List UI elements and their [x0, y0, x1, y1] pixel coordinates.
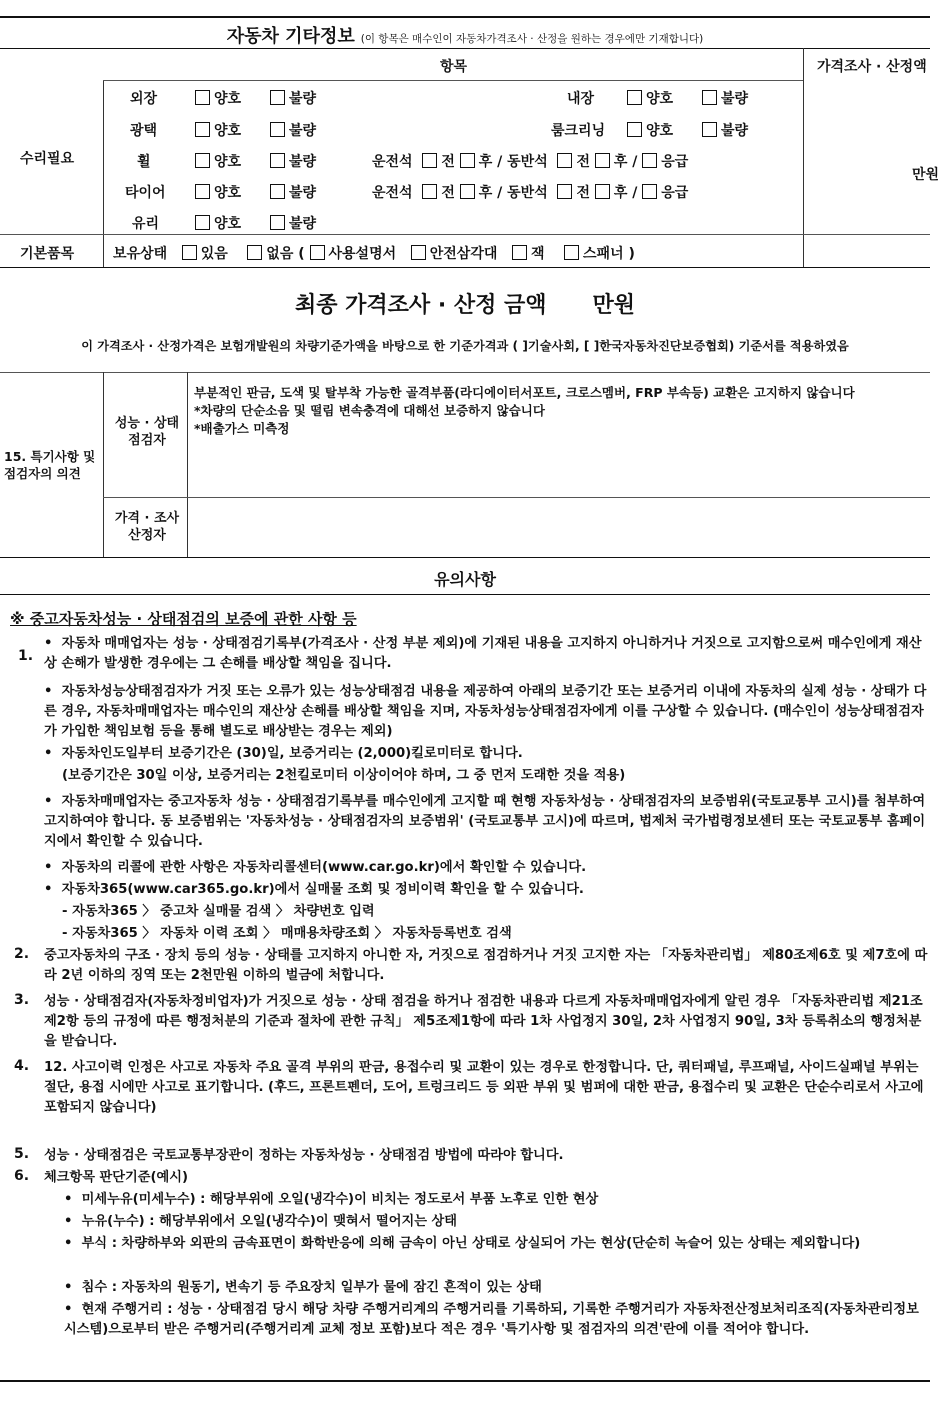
checkbox[interactable] [270, 184, 285, 199]
checkbox[interactable] [642, 153, 657, 168]
checkbox[interactable] [627, 90, 642, 105]
checkbox[interactable] [411, 245, 426, 260]
col-line [187, 372, 188, 557]
row-room-cleaning: 룸크리닝 [551, 123, 606, 139]
row-line [103, 497, 930, 498]
note-2: 중고자동차의 구조 · 장치 등의 성능 · 상태를 고지하지 아니한 자, 거짓으로 점검하거나 거짓 고지한 자는 「자동차관리법」 제80조제6호 및 제7호에 따라 2년 이하의 징역 또는 2천만원 이하의 벌금에 처합니다. [44, 948, 928, 983]
title-note: (이 항목은 매수인이 자동차가격조사 · 산정을 원하는 경우에만 기재합니다) [360, 33, 704, 45]
checkbox[interactable] [564, 245, 579, 260]
special-line: *배출가스 미측정 [194, 421, 290, 436]
checkbox[interactable] [422, 184, 437, 199]
row-line [0, 234, 930, 235]
exterior-bad[interactable]: 불량 [270, 88, 316, 108]
bottom-rule [0, 1380, 930, 1382]
checkbox[interactable] [270, 153, 285, 168]
gloss-bad[interactable]: 불량 [270, 120, 316, 140]
row-line [0, 594, 930, 595]
checkbox[interactable] [642, 184, 657, 199]
checkbox[interactable] [270, 215, 285, 230]
special-line: 부분적인 판금, 도색 및 탈부착 가능한 골격부품(라디에이터서포트, 크로스멤버, FRP 부속등) 교환은 고지하지 않습니다 [194, 385, 855, 400]
tire-bad[interactable]: 불량 [270, 182, 316, 202]
notes-heading: ※ 중고자동차성능 · 상태점검의 보증에 관한 사항 등 [10, 610, 357, 628]
checkbox[interactable] [247, 245, 262, 260]
inspector-label: 성능 · 상태 점검자 [114, 416, 180, 448]
note-number: 4. [14, 1058, 30, 1074]
checkbox[interactable] [557, 153, 572, 168]
gloss-good[interactable]: 양호 [195, 120, 241, 140]
note-number: 1. [18, 648, 34, 664]
section-title [0, 22, 930, 48]
table-top-rule [0, 48, 930, 49]
glass-bad[interactable]: 불량 [270, 213, 316, 233]
checkbox[interactable] [460, 184, 475, 199]
note-number: 5. [14, 1146, 30, 1162]
document-page: 자동차 기타정보 (이 항목은 매수인이 자동차가격조사 · 산정을 원하는 경우에만 기재합니다) 항목 가격조사 · 산정액 만원 수리필요 기본품목 외장 광택 휠 타이어 유리 양호 불량 양호 불량 양호 불량 양호 불량 양호 불량 내장 룸크리닝 양호 불량 양호 불량 운전석 전 후 / 동반석 전 후 / 응급 운전석 전 후 / 동반석 전 후 / 응급 보유상태 있음 없음 ( 사용설명서 안전삼각대 잭 스패너 ) 최종 가격조사 · 산정 금액 만원 이 가격조사 · 산정가격은 보험개발원의 차량기준가액을 바탕으로 한 기준가격과 ( ]기술사회, [ ]한국자동차진단보증협회) 기준서를 적용하였음 15. 특기사항 및 점검자의 의견 성능 · 상태 점검자 가격 · 조사 산정자 부분적인 판금, 도색 및 탈부착 가능한 골격부품(라디에이터서포트, 크로스멤버, FRP 부속등) 교환은 고지하지 않습니다 *차량의 단순소음 및 떨림 변속충격에 대해선 보증하지 않습니다 *배출가스 미측정 유의사항 ※ 중고자동차성능 · 상태점검의 보증에 관한 사항 등 1. • 자동차 매매업자는 성능 · 상태점검기록부(가격조사 · 산정 부분 제외)에 기재된 내용을 고지하지 아니하거나 거짓으로 고지함으로써 매수인에게 재산상 손해가 발생한 경우에는 그 손해를 배상할 책임을 집니다. • 자동차성능상태점검자가 거짓 또는 오류가 있는 성능상태점검 내용을 제공하여 아래의 보증기간 또는 보증거리 이내에 자동차의 실제 성능 · 상태가 다른 경우, 자동차매매업자는 매수인의 재산상 손해를 배상할 책임을 지며, 자동차성능상태점검자에게 이를 구상할 수 있습니다. (매수인이 성능상태점검자가 가입한 책임보험 등을 통해 별도로 배상받는 경우는 제외) • 자동차인도일부터 보증기간은 (30)일, 보증거리는 (2,000)킬로미터로 합니다. (보증기간은 30일 이상, 보증거리는 2천킬로미터 이상이어야 하며, 그 중 먼저 도래한 것을 적용) • 자동차매매업자는 중고자동차 성능 · 상태점검기록부를 매수인에게 고지할 때 현행 자동차성능 · 상태점검자의 보증범위(국토교통부 고시)를 첨부하여 고지하여야 합니다. 동 보증범위는 '자동차성능 · 상태점검자의 보증범위' (국토교통부 고시)에 따르며, 법제처 국가법령정보센터 또는 국토교통부 홈페이지에서 확인할 수 있습니다. • 자동차의 리콜에 관한 사항은 자동차리콜센터(www.car.go.kr)에서 확인할 수 있습니다. • 자동차365(www.car365.go.kr)에서 실매물 조회 및 정비이력 확인을 할 수 있습니다. - 자동차365 〉 중고차 실매물 검색 〉 차량번호 입력 - 자동차365 〉 자동차 이력 조회 〉 매매용차량조회 〉 자동차등록번호 검색 2. 중고자동차의 구조 · 장치 등의 성능 · 상태를 고지하지 아니한 자, 거짓으로 점검하거나 거짓 고지한 자는 「자동차관리법」 제80조제6호 및 제7호에 따라 2년 이하의 징역 또는 2천만원 이하의 벌금에 처합니다. 3. 성능 · 상태점검자(자동차정비업자)가 거짓으로 성능 · 상태 점검을 하거나 점검한 내용과 다르게 자동차매매업자에게 알린 경우 「자동차관리법 제21조제2항 등의 규정에 따른 행정처분의 기준과 절차에 관한 규칙」 제5조제1항에 따라 1차 사업정지 30일, 2차 사업정지 90일, 3차 등록취소의 행정처분을 받습니다. 4. 12. 사고이력 인정은 사고로 자동차 주요 골격 부위의 판금, 용접수리 및 교환이 있는 경우로 한정합니다. 단, 쿼터패널, 루프패널, 사이드실패널 부위는 절단, 용접 시에만 사고로 표기합니다. (후드, 프론트펜더, 도어, 트렁크리드 등 외판 부위 및 범퍼에 대한 판금, 용접수리 및 교환은 단순수리로서 사고에 포함되지 않습니다) 5. 성능 · 상태점검은 국토교통부장관이 정하는 자동차성능 · 상태점검 방법에 따라야 합니다. 6. 체크항목 판단기준(예시) • 미세누유(미세누수) : 해당부위에 오일(냉각수)이 비치는 정도로서 부품 노후로 인한 현상 • 누유(누수) : 해당부위에서 오일(냉각수)이 맺혀서 떨어지는 상태 • 부식 : 차량하부와 외판의 금속표면이 화학반응에 의해 금속이 아닌 상태로 상실되어 가는 현상(단순히 녹슬어 있는 상태는 제외합니다) • 침수 : 자동차의 원동기, 변속기 등 주요장치 일부가 물에 잠긴 흔적이 있는 상태 • 현재 주행거리 : 성능 · 상태점검 당시 해당 차량 주행거리계의 주행거리를 기록하되, 기록한 주행거리가 자동차전산정보처리조직(자동차관리정보시스템)으로부터 받은 주행거리(주행거리계 교체 정보 포함)보다 적은 경우 '특기사항 및 점검자의 의견'란에 이를 적어야 합니다. [0, 0, 930, 1407]
wheel-bad[interactable]: 불량 [270, 151, 316, 171]
tire-seat-options: 운전석 전 후 / 동반석 전 후 / 응급 [372, 185, 689, 201]
checkbox[interactable] [422, 153, 437, 168]
row-exterior: 외장 [130, 91, 158, 107]
exterior-good[interactable]: 양호 [195, 88, 241, 108]
checkbox[interactable] [270, 122, 285, 137]
row-line [0, 372, 930, 373]
row-line [0, 267, 930, 268]
repair-needed-label: 수리필요 [20, 151, 75, 167]
row-wheel: 휠 [137, 154, 151, 170]
final-basis: 이 가격조사 · 산정가격은 보험개발원의 차량기준가액을 바탕으로 한 기준가격과 ( ]기술사회, [ ]한국자동차진단보증협회) 기준서를 적용하였음 [81, 339, 849, 353]
basic-items-label: 기본품목 [20, 246, 75, 262]
checkbox[interactable] [557, 184, 572, 199]
row-line [103, 80, 803, 81]
col-line [103, 80, 104, 267]
checkbox[interactable] [195, 122, 210, 137]
checkbox[interactable] [512, 245, 527, 260]
checkbox[interactable] [195, 153, 210, 168]
row-tire: 타이어 [125, 185, 166, 201]
notes-title: 유의사항 [434, 570, 496, 589]
checkbox[interactable] [195, 215, 210, 230]
note-3: 성능 · 상태점검자(자동차정비업자)가 거짓으로 성능 · 상태 점검을 하거나 점검한 내용과 다르게 자동차매매업자에게 알린 경우 「자동차관리법 제21조제2항 등의 규정에 따른 행정처분의 기준과 절차에 관한 규칙」 제5조제1항에 따라 1차 사업정지 30일, 2차 사업정지 90일, 3차 등록취소의 행정처분을 받습니다. [44, 994, 923, 1049]
top-rule [0, 16, 930, 18]
interior-good[interactable]: 양호 [627, 88, 673, 108]
final-amount: 최종 가격조사 · 산정 금액 만원 [295, 293, 635, 318]
checkbox[interactable] [702, 122, 717, 137]
cleaning-bad[interactable]: 불량 [702, 120, 748, 140]
note-number: 3. [14, 992, 30, 1008]
special-line: *차량의 단순소음 및 떨림 변속충격에 대해선 보증하지 않습니다 [194, 403, 545, 418]
checkbox[interactable] [627, 122, 642, 137]
note-5: 성능 · 상태점검은 국토교통부장관이 정하는 자동차성능 · 상태점검 방법에 따라야 합니다. [44, 1148, 564, 1163]
wheel-good[interactable]: 양호 [195, 151, 241, 171]
col-header-item: 항목 [440, 59, 468, 75]
checkbox[interactable] [182, 245, 197, 260]
checkbox[interactable] [195, 90, 210, 105]
checkbox[interactable] [270, 90, 285, 105]
row-interior: 내장 [567, 91, 595, 107]
note-number: 6. [14, 1168, 30, 1184]
interior-bad[interactable]: 불량 [702, 88, 748, 108]
assessor-label: 가격 · 조사 산정자 [114, 511, 180, 543]
glass-good[interactable]: 양호 [195, 213, 241, 233]
checkbox[interactable] [595, 184, 610, 199]
special-section-label: 15. 특기사항 및 점검자의 의견 [4, 449, 96, 481]
tire-good[interactable]: 양호 [195, 182, 241, 202]
note-number: 2. [14, 946, 30, 962]
wheel-seat-options: 운전석 전 후 / 동반석 전 후 / 응급 [372, 154, 689, 170]
note-6: 체크항목 판단기준(예시) [44, 1170, 189, 1185]
col-line [103, 372, 104, 557]
note-4: 12. 사고이력 인정은 사고로 자동차 주요 골격 부위의 판금, 용접수리 및 교환이 있는 경우로 한정합니다. 단, 쿼터패널, 루프패널, 사이드실패널 부위는 절단, 용접 시에만 사고로 표기합니다. (후드, 프론트펜더, 도어, 트렁크리드 등 외판 부위 및 범퍼에 대한 판금, 용접수리 및 교환은 단순수리로서 사고에 포함되지 않습니다) [44, 1060, 924, 1115]
checkbox[interactable] [195, 184, 210, 199]
checkbox[interactable] [310, 245, 325, 260]
row-gloss: 광택 [130, 123, 158, 139]
checkbox[interactable] [460, 153, 475, 168]
row-glass: 유리 [132, 216, 160, 232]
basic-items-options: 보유상태 있음 없음 ( 사용설명서 안전삼각대 잭 스패너 ) [113, 246, 635, 262]
checkbox[interactable] [595, 153, 610, 168]
cleaning-good[interactable]: 양호 [627, 120, 673, 140]
row-line [0, 557, 930, 558]
price-unit: 만원 [912, 167, 939, 183]
title-text: 자동차 기타정보 [226, 26, 355, 47]
checkbox[interactable] [702, 90, 717, 105]
col-header-price: 가격조사 · 산정액 [817, 59, 927, 75]
